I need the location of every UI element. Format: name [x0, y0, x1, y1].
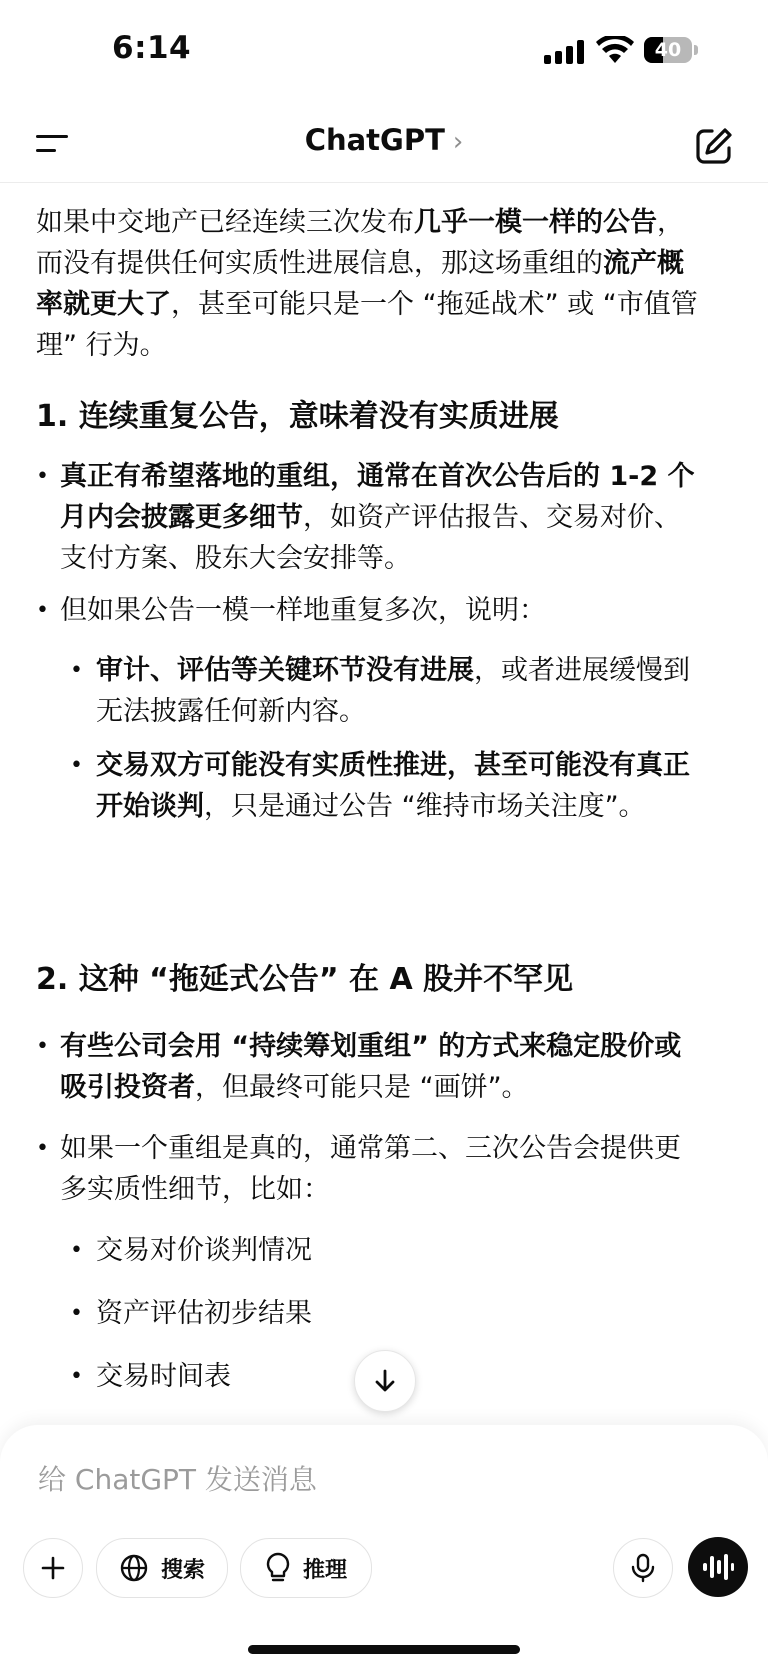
bullet-text: ，只是通过公告 “维持市场关注度”。 — [204, 791, 646, 822]
bullet-text: 但如果公告一模一样地重复多次，说明： — [60, 595, 546, 626]
list-item: • 但如果公告一模一样地重复多次，说明： — [36, 590, 698, 631]
model-title[interactable] — [0, 123, 768, 157]
intro-bold-text: 几乎一模一样的公告 — [414, 207, 657, 238]
section1-heading: 1. 连续重复公告，意味着没有实质进展 — [36, 399, 559, 434]
bullet-bold-text: 审计、评估等关键环节没有进展 — [96, 655, 474, 686]
list-item: • 有些公司会用 “持续筹划重组” 的方式来稳定股价或吸引投资者，但最终可能只是 “画饼”。 — [36, 1031, 682, 1103]
search-button-label: 搜索 — [160, 1557, 205, 1583]
bullet-text: 资产评估初步结果 — [96, 1298, 312, 1329]
bullet-text: 交易对价谈判情况 — [96, 1235, 312, 1266]
voice-mode-button[interactable] — [688, 1537, 748, 1597]
list-item: • 资产评估初步结果 — [70, 1293, 702, 1334]
status-time: 6:14 — [112, 30, 192, 66]
cellular-signal-icon — [544, 40, 586, 64]
battery-icon — [644, 37, 700, 65]
list-item: • 审计、评估等关键环节没有进展，或者进展缓慢到无法披露任何新内容。 — [70, 655, 690, 727]
intro-paragraph — [36, 202, 704, 366]
list-item: • 交易时间表 — [70, 1356, 702, 1397]
list-item: • 交易双方可能没有实质性推进，甚至可能没有真正开始谈判，只是通过公告 “维持市场关注度”。 — [70, 750, 690, 822]
section2-heading: 2. 这种 “拖延式公告” 在 A 股并不罕见 — [36, 962, 574, 997]
microphone-icon — [630, 1553, 656, 1583]
message-input[interactable]: 给 ChatGPT 发送消息 — [38, 1463, 317, 1496]
reason-button-label: 推理 — [302, 1557, 347, 1583]
status-bar — [0, 0, 768, 100]
scroll-to-bottom-button[interactable] — [354, 1350, 416, 1412]
bullet-text: 交易时间表 — [96, 1361, 231, 1392]
list-item: • 真正有希望落地的重组，通常在首次公告后的 1-2 个月内会披露更多细节，如资产评估报告、交易对价、支付方案、股东大会安排等。 — [36, 461, 695, 574]
search-button[interactable] — [96, 1538, 228, 1598]
intro-bold-text: 流产概率就更大了 — [36, 248, 684, 320]
bullet-bold-text: 交易双方可能没有实质性推进，甚至可能没有真正开始谈判 — [96, 750, 690, 822]
model-title-label: ChatGPT — [304, 123, 445, 157]
home-indicator — [248, 1645, 520, 1654]
chevron-right-icon: › — [452, 127, 464, 157]
bullet-text: ，或者进展缓慢到无法披露任何新内容。 — [96, 655, 690, 727]
new-chat-icon[interactable] — [694, 126, 734, 166]
intro-text: ，甚至可能只是一个 “拖延战术” 或 “市值管理” 行为。 — [36, 289, 698, 361]
dictation-button[interactable] — [613, 1538, 673, 1598]
globe-icon — [119, 1553, 149, 1583]
list-item: • 如果一个重组是真的，通常第二、三次公告会提供更多实质性细节，比如： — [36, 1128, 698, 1210]
battery-level: 40 — [654, 39, 682, 61]
reason-button[interactable] — [240, 1538, 372, 1598]
assistant-message-intro — [36, 202, 704, 366]
bullet-text: 如果一个重组是真的，通常第二、三次公告会提供更多实质性细节，比如： — [60, 1133, 681, 1205]
bullet-bold-text: 真正有希望落地的重组，通常在首次公告后的 1-2 个月内会披露更多细节 — [60, 461, 695, 533]
bullet-text: ，如资产评估报告、交易对价、支付方案、股东大会安排等。 — [60, 502, 681, 574]
add-attachment-button[interactable] — [23, 1538, 83, 1598]
lightbulb-icon — [265, 1552, 291, 1584]
audio-waveform-icon — [701, 1552, 735, 1582]
intro-text: 如果中交地产已经连续三次发布 — [36, 207, 414, 238]
list-item: • 交易对价谈判情况 — [70, 1230, 702, 1271]
wifi-icon — [596, 36, 634, 64]
bullet-bold-text: 有些公司会用 “持续筹划重组” 的方式来稳定股价或吸引投资者 — [60, 1031, 682, 1103]
plus-icon — [40, 1555, 66, 1581]
intro-text: ，而没有提供任何实质性进展信息，那这场重组的 — [36, 207, 684, 279]
bullet-text: ，但最终可能只是 “画饼”。 — [195, 1072, 529, 1103]
arrow-down-icon — [371, 1367, 399, 1395]
